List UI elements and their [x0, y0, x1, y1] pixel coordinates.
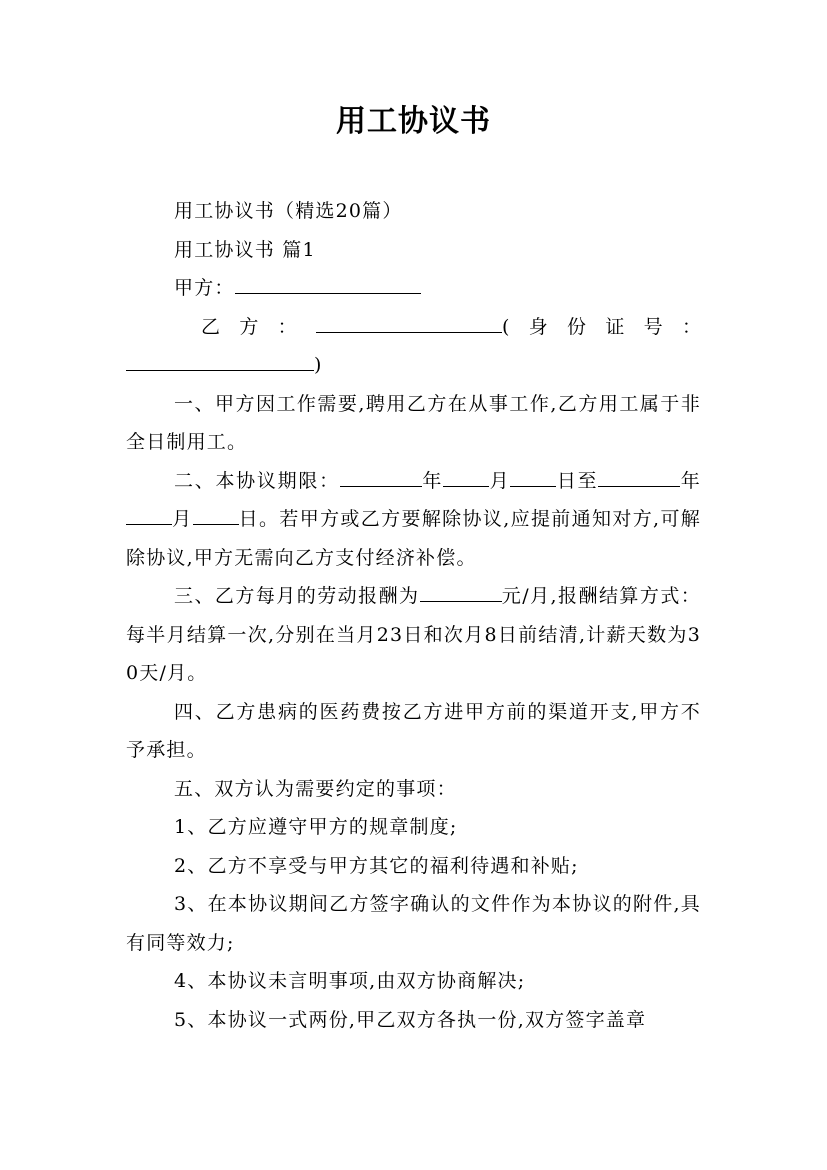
item-3: 3、在本协议期间乙方签字确认的文件作为本协议的附件,具有同等效力; — [126, 893, 701, 954]
party-b-id-blank — [126, 348, 314, 371]
party-b-label: 乙方： — [201, 315, 316, 338]
start-day-blank — [510, 464, 556, 487]
item-5: 5、本协议一式两份,甲乙双方各执一份,双方签字盖章 — [174, 1008, 647, 1031]
heading-line: 用工协议书（精选20篇） — [174, 200, 403, 222]
clause-5: 五、双方认为需要约定的事项： — [174, 777, 457, 800]
party-b-blank — [316, 310, 502, 333]
clause-1: 一、甲方因工作需要,聘用乙方在从事工作,乙方用工属于非全日制用工。 — [126, 392, 701, 453]
section-line: 用工协议书 篇1 — [174, 238, 316, 261]
end-year-label: 年 — [680, 469, 702, 492]
end-year-blank-part1 — [598, 464, 680, 487]
start-year-blank — [340, 464, 422, 487]
start-month-blank — [443, 464, 489, 487]
start-month-label: 月 — [489, 469, 511, 492]
party-a-label: 甲方： — [174, 277, 235, 299]
document-title: 用工协议书 — [336, 104, 491, 139]
clause-2 — [126, 462, 701, 578]
end-day-blank — [193, 502, 239, 525]
start-day-label: 日至 — [556, 469, 599, 492]
start-year-label: 年 — [421, 469, 444, 492]
item-1: 1、乙方应遵守甲方的规章制度; — [174, 816, 458, 838]
clause-3-end: 元/月,报酬结算方式：每半月结算一次,分别在当月23日和次月8日前结清,计薪天数为30天/月。 — [126, 585, 701, 684]
clause-3-start: 三、乙方每月的劳动报酬为 — [174, 585, 420, 607]
clause-2-start: 二、本协议期限： — [174, 469, 340, 492]
salary-blank — [420, 579, 502, 602]
party-b-id-line — [126, 346, 701, 385]
party-b-line — [126, 308, 701, 347]
party-b-id-label: (身份证号： — [501, 315, 701, 338]
item-4: 4、本协议未言明事项,由双方协商解决; — [174, 970, 526, 992]
end-month-label: 月 — [172, 508, 193, 530]
clause-2-end: 日。若甲方或乙方要解除协议,应提前通知对方,可解除协议,甲方无需向乙方支付经济补偿。 — [126, 508, 702, 569]
party-a-line — [126, 269, 701, 308]
clause-3 — [126, 577, 701, 693]
document-body — [126, 192, 701, 1039]
item-2: 2、乙方不享受与甲方其它的福利待遇和补贴; — [174, 854, 579, 877]
clause-4: 四、乙方患病的医药费按乙方进甲方前的渠道开支,甲方不予承担。 — [126, 700, 701, 761]
party-a-blank — [235, 271, 421, 294]
party-b-id-close: ) — [314, 354, 323, 376]
end-month-blank — [126, 502, 172, 525]
